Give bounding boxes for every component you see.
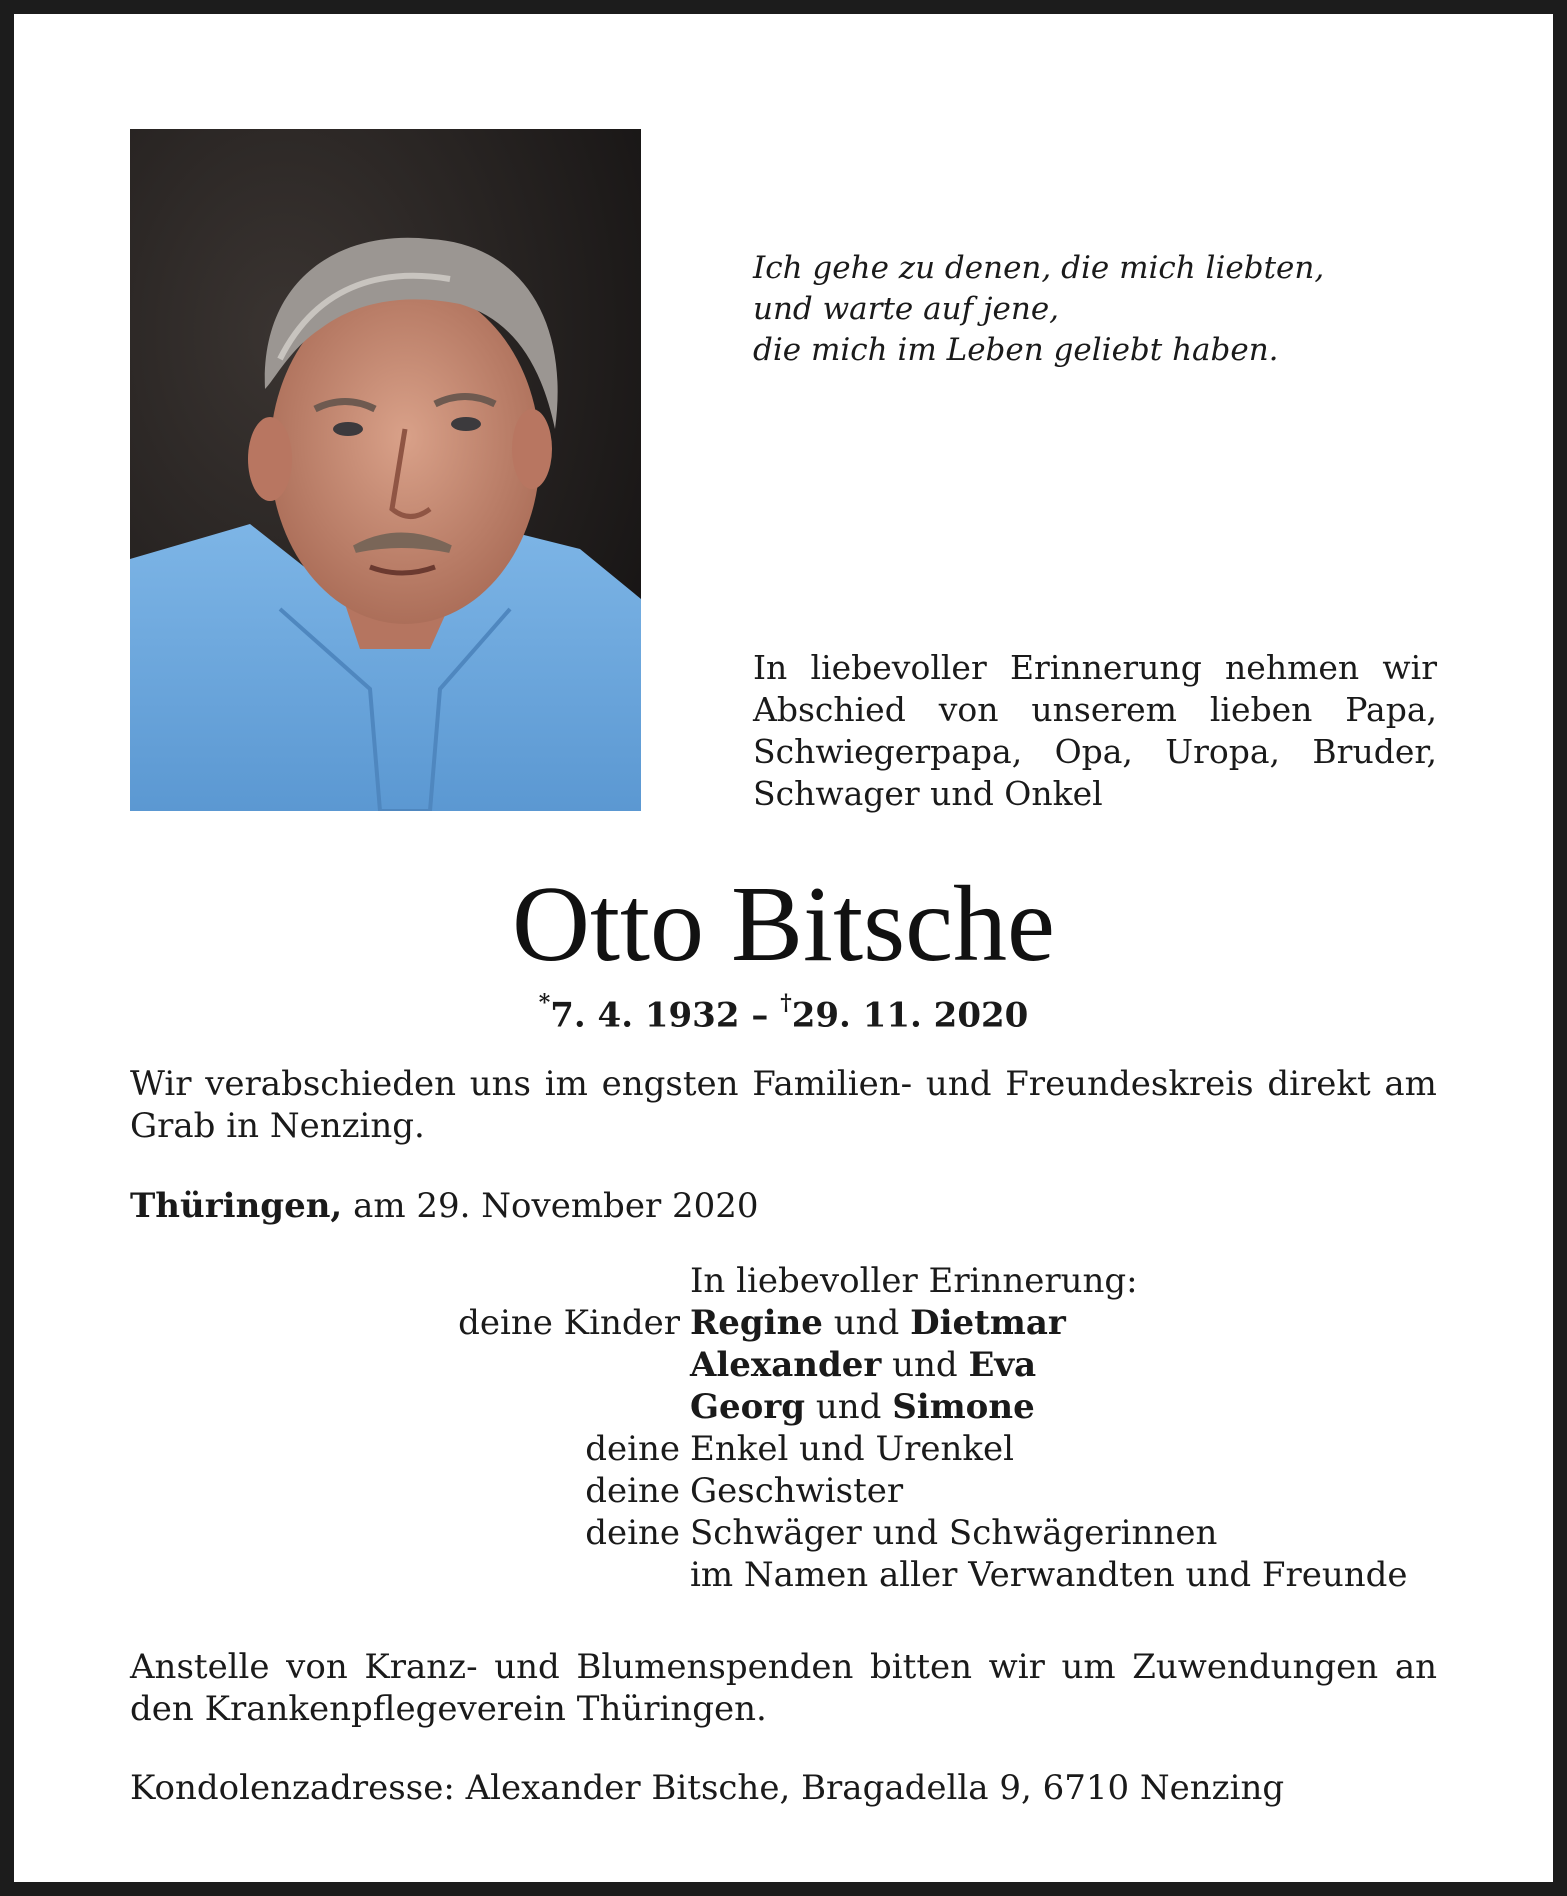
couple-name: Dietmar [910,1303,1066,1343]
intro-line [753,689,1437,731]
farewell-line-1 [130,1063,1437,1105]
word: um [1061,1647,1116,1687]
condolence-text: Kondolenzadresse: Alexander Bitsche, Bragadella 9, 6710 Nenzing [130,1768,1285,1808]
farewell-line-2: Grab in Nenzing. [130,1106,425,1146]
word: Wir [130,1064,192,1104]
donations-line-2: den Krankenpflegeverein Thüringen. [130,1689,767,1729]
life-dates [0,985,1567,1037]
quote-line: Ich gehe zu denen, die mich liebten, [753,250,1325,286]
family-row-value: im Namen aller Verwandten und Freunde [690,1555,1408,1595]
family-row [130,1512,1437,1554]
word: verabschieden [205,1064,457,1104]
quote-line: und warte auf jene, [753,291,1060,327]
word: an [1394,1647,1437,1687]
family-row [130,1386,1437,1428]
word: Uropa, [1165,732,1281,771]
portrait-illustration [130,129,641,811]
couple-and: und [881,1345,969,1385]
word: Anstelle [130,1647,270,1687]
couple [690,1386,1437,1428]
word: im [544,1064,588,1104]
farewell-paragraph [130,1063,1437,1147]
date-separator: – [739,995,781,1036]
word: wir [988,1647,1045,1687]
family-row [130,1554,1437,1596]
word: von [286,1647,348,1687]
word: Bruder, [1312,732,1437,771]
death-symbol: † [780,990,792,1016]
couple-name: Georg [690,1387,806,1427]
death-date: 29. 11. 2020 [791,995,1029,1036]
intro-line [753,731,1437,773]
family-row-value: Enkel und Urenkel [690,1429,1015,1469]
family-row-value: Geschwister [690,1471,904,1511]
quote-line: die mich im Leben geliebt haben. [753,332,1279,368]
word: Familien- [752,1064,913,1104]
children-label: deine Kinder [458,1303,680,1343]
donations-line-1 [130,1646,1437,1688]
word: Blumenspenden [576,1647,854,1687]
word: bitten [870,1647,972,1687]
family-row-value: Schwäger und Schwägerinnen [690,1513,1218,1553]
word: direkt [1267,1064,1371,1104]
couple-name: Alexander [690,1345,882,1385]
word: Schwiegerpapa, [753,732,1023,771]
family-row-label: deine [585,1513,680,1553]
word: uns [469,1064,531,1104]
portrait-photo [130,129,641,811]
justified-line [130,1063,1437,1105]
deceased-name: Otto Bitsche [512,865,1055,984]
couple-and: und [805,1387,893,1427]
word: unserem [1031,690,1177,729]
word: von [938,690,999,729]
family-row-label: deine [585,1429,680,1469]
family-row [130,1344,1437,1386]
word: und [494,1647,560,1687]
farewell-quote [753,248,1473,371]
family-list [130,1260,1437,1596]
couple-name: Simone [892,1387,1035,1427]
intro-line-text [753,647,1437,689]
intro-line-text [753,731,1437,773]
family-heading: In liebevoller Erinnerung: [690,1261,1138,1301]
family-heading-row [130,1260,1437,1302]
family-row [130,1302,1437,1344]
word: Freundeskreis [1005,1064,1254,1104]
birth-symbol: * [538,990,551,1016]
place-name: Thüringen, [130,1186,343,1226]
word: am [1384,1064,1437,1104]
justified-line [130,1646,1437,1688]
word: Opa, [1054,732,1133,771]
couple-and: und [822,1303,911,1343]
word: Zuwendungen [1132,1647,1379,1687]
donations-paragraph [130,1646,1437,1730]
family-row-label [130,1554,690,1596]
place-date-text: am 29. November 2020 [342,1186,759,1226]
place-date [130,1185,1437,1227]
birth-date: 7. 4. 1932 [550,995,740,1036]
intro-text [753,647,1437,815]
condolence-address [130,1767,1437,1809]
couple [690,1344,1437,1386]
word: und [925,1064,992,1104]
word: Abschied [753,690,906,729]
family-row [130,1428,1437,1470]
word: lieben [1209,690,1313,729]
family-row [130,1470,1437,1512]
word: Papa, [1345,690,1437,729]
word: liebevoller [810,648,987,687]
intro-line-text [753,689,1437,731]
intro-line [753,647,1437,689]
word: nehmen [1225,648,1360,687]
word: Kranz- [364,1647,478,1687]
word: In [753,648,788,687]
couple [690,1302,1437,1344]
family-row-label: deine [585,1471,680,1511]
couple-name: Regine [690,1303,823,1343]
word: engsten [601,1064,739,1104]
intro-line: Schwager und Onkel [753,774,1103,813]
word: Erinnerung [1009,648,1202,687]
word: wir [1382,648,1437,687]
couple-name: Eva [968,1345,1037,1385]
